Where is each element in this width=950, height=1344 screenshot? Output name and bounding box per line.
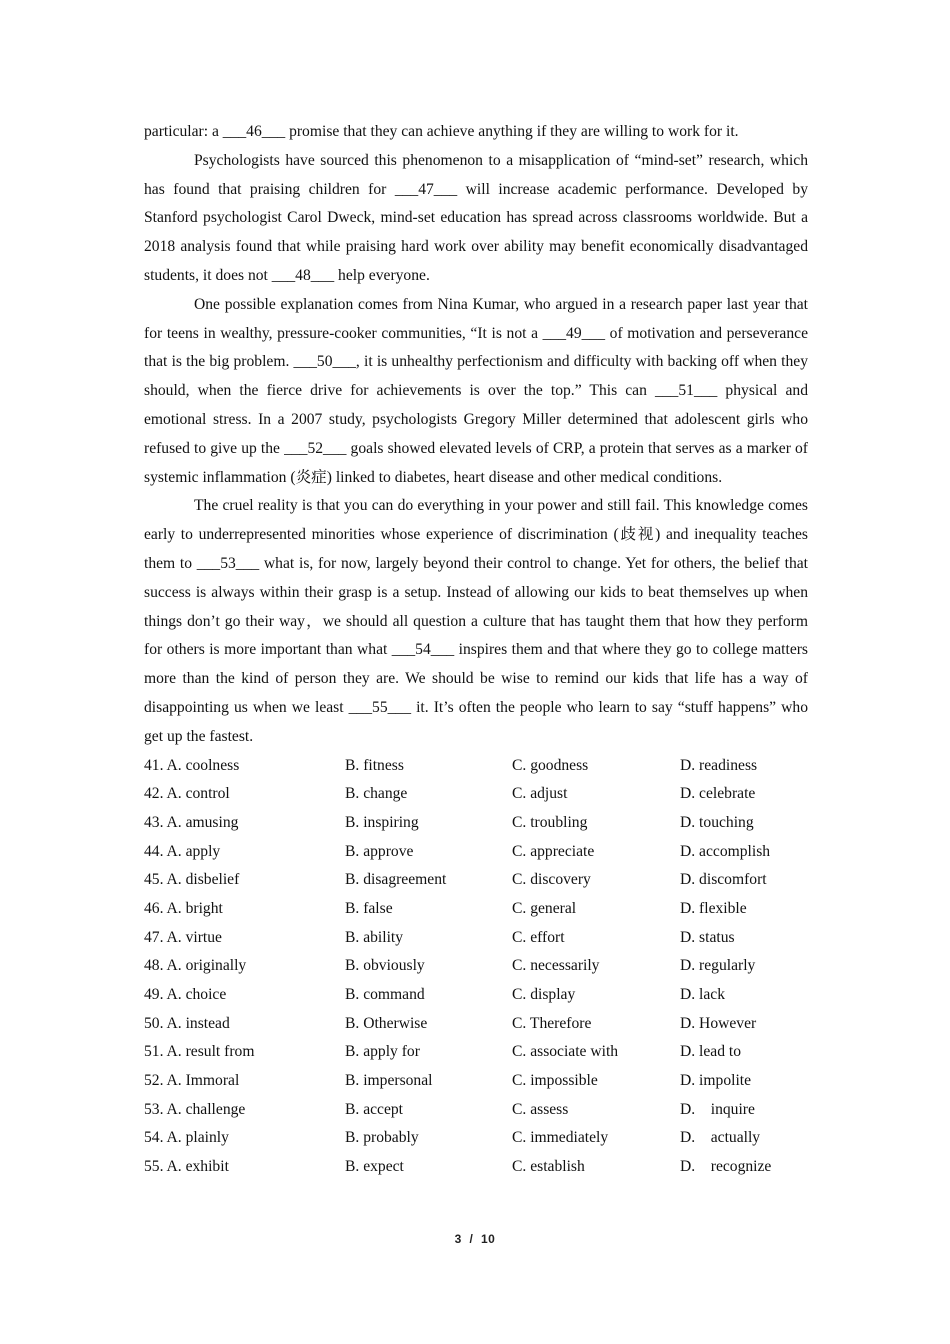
question-options-row — [144, 780, 808, 809]
option-a: 46. A. bright — [144, 899, 223, 917]
question-options-row — [144, 924, 808, 953]
option-d: D. recognize — [680, 1158, 772, 1176]
option-c: C. impossible — [512, 1072, 598, 1090]
option-d: D. However — [680, 1014, 757, 1032]
option-d: D. celebrate — [680, 785, 756, 803]
option-b: B. impersonal — [345, 1072, 433, 1090]
option-a: 41. A. coolness — [144, 756, 240, 774]
question-options-row — [144, 895, 808, 924]
option-a: 55. A. exhibit — [144, 1158, 229, 1176]
option-b: B. ability — [345, 928, 404, 946]
option-c: C. establish — [512, 1158, 585, 1176]
question-options-row — [144, 809, 808, 838]
document-page — [144, 118, 808, 1182]
option-c: C. Therefore — [512, 1014, 592, 1032]
option-d: D. impolite — [680, 1072, 752, 1090]
question-options-row — [144, 981, 808, 1010]
option-b: B. inspiring — [345, 813, 419, 831]
option-c: C. adjust — [512, 785, 568, 803]
answer-options-list — [144, 752, 808, 1182]
option-b: B. command — [345, 986, 425, 1004]
option-d: D. discomfort — [680, 871, 767, 889]
question-options-row — [144, 1067, 808, 1096]
passage-paragraph: The cruel reality is that you can do everything in your power and still fail. This knowledge comes early to underrepresented minorities whose experience of discrimination (歧视) and inequality teaches them to ___53___ what is, for now, largely beyond their control to change. Yet for others, the belief that success is always within their grasp is a setup. Instead of allowing our kids to beat themselves up when things don’t go their way，we should all question a culture that has taught them that how they perform for others is more important than what ___54___ inspires them and that where they go to college matters more than the kind of person they are. We should be wise to remind our kids that life has a way of disappointing us when we least ___55___ it. It’s often the people who learn to say “stuff happens” who get up the fastest. — [144, 497, 808, 745]
passage-paragraph: particular: a ___46___ promise that they can achieve anything if they are willing to work for it. — [144, 123, 739, 140]
option-d: D. actually — [680, 1129, 761, 1147]
option-d: D. lead to — [680, 1043, 742, 1061]
option-a: 54. A. plainly — [144, 1129, 229, 1147]
page-number: 3 / 10 — [454, 1232, 496, 1246]
option-d: D. lack — [680, 986, 726, 1004]
option-a: 45. A. disbelief — [144, 871, 240, 889]
option-d: D. inquire — [680, 1100, 755, 1118]
option-c: C. general — [512, 899, 577, 917]
question-options-row — [144, 1096, 808, 1125]
option-b: B. change — [345, 785, 408, 803]
option-a: 48. A. originally — [144, 957, 247, 975]
option-a: 47. A. virtue — [144, 928, 222, 946]
passage-paragraph: Psychologists have sourced this phenomenon to a misapplication of “mind-set” research, which has found that praising children for ___47___ will increase academic performance. Developed by Stanford psychologist Carol Dweck, mind-set education has spread across classrooms worldwide. But a 2018 analysis found that while praising hard work over ability may benefit economically disadvantaged students, it does not ___48___ help everyone. — [144, 151, 808, 284]
option-c: C. appreciate — [512, 842, 595, 860]
option-c: C. necessarily — [512, 957, 600, 975]
option-b: B. fitness — [345, 756, 404, 774]
option-c: C. immediately — [512, 1129, 609, 1147]
option-b: B. accept — [345, 1100, 404, 1118]
question-options-row — [144, 1038, 808, 1067]
question-options-row — [144, 752, 808, 781]
option-d: D. regularly — [680, 957, 756, 975]
option-b: B. false — [345, 899, 393, 917]
option-a: 44. A. apply — [144, 842, 221, 860]
option-d: D. accomplish — [680, 842, 771, 860]
option-d: D. flexible — [680, 899, 747, 917]
question-options-row — [144, 1153, 808, 1182]
option-d: D. status — [680, 928, 735, 946]
option-b: B. Otherwise — [345, 1014, 428, 1032]
option-b: B. probably — [345, 1129, 419, 1147]
option-c: C. goodness — [512, 756, 589, 774]
option-d: D. readiness — [680, 756, 758, 774]
option-b: B. disagreement — [345, 871, 447, 889]
option-a: 51. A. result from — [144, 1043, 255, 1061]
option-b: B. obviously — [345, 957, 425, 975]
option-c: C. discovery — [512, 871, 591, 889]
option-a: 43. A. amusing — [144, 813, 239, 831]
option-a: 49. A. choice — [144, 986, 227, 1004]
question-options-row — [144, 1010, 808, 1039]
option-a: 42. A. control — [144, 785, 230, 803]
question-options-row — [144, 838, 808, 867]
option-a: 53. A. challenge — [144, 1100, 246, 1118]
question-options-row — [144, 952, 808, 981]
option-c: C. assess — [512, 1100, 569, 1118]
option-a: 50. A. instead — [144, 1014, 230, 1032]
option-d: D. touching — [680, 813, 754, 831]
question-options-row — [144, 866, 808, 895]
option-b: B. apply for — [345, 1043, 420, 1061]
passage-paragraph: One possible explanation comes from Nina Kumar, who argued in a research paper last year that for teens in wealthy, pressure-cooker communities, “It is not a ___49___ of motivation and perseverance that is the big problem. ___50___, it is unhealthy perfectionism and difficulty with backing off when they should, when the fierce drive for achievements is over the top.” This can ___51___ physical and emotional stress. In a 2007 study, psychologists Gregory Miller determined that adolescent girls who refused to give up the ___52___ goals showed elevated levels of CRP, a protein that serves as a marker of systemic inflammation (炎症) linked to diabetes, heart disease and other medical conditions. — [144, 295, 808, 486]
option-c: C. associate with — [512, 1043, 619, 1061]
option-c: C. effort — [512, 928, 565, 946]
option-a: 52. A. Immoral — [144, 1072, 240, 1090]
question-options-row — [144, 1124, 808, 1153]
option-c: C. troubling — [512, 813, 588, 831]
option-c: C. display — [512, 986, 576, 1004]
option-b: B. approve — [345, 842, 414, 860]
option-b: B. expect — [345, 1158, 404, 1176]
